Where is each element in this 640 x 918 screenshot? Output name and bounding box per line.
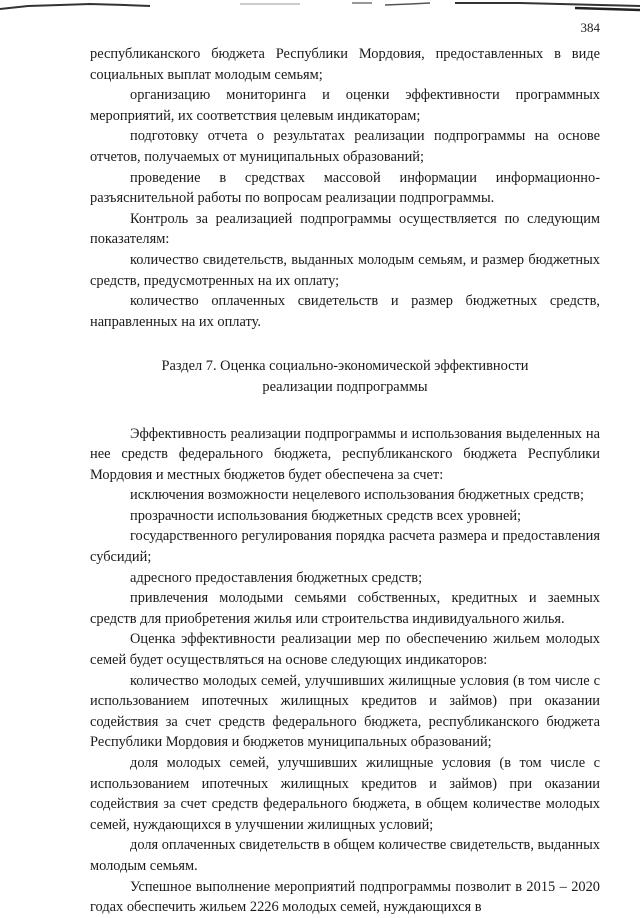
paragraph: Оценка эффективности реализации мер по обеспечению жильем молодых семей будет осуществляться на основе следующих индикаторов: xyxy=(90,631,600,669)
paragraph: привлечения молодыми семьями собственных, кредитных и заемных средств для приобретения жилья или строительства индивидуального жилья. xyxy=(90,590,600,627)
paragraph: государственного регулирования порядка расчета размера и предоставления субсидий; xyxy=(90,528,600,566)
paragraph: Контроль за реализацией подпрограммы осуществляется по следующим показателям: xyxy=(90,210,600,248)
scan-edge-artifact xyxy=(0,0,640,14)
paragraph: исключения возможности нецелевого использования бюджетных средств; xyxy=(130,487,584,504)
paragraph: организацию мониторинга и оценки эффективности программных мероприятий, их соответствия целевым индикаторам; xyxy=(90,87,600,124)
paragraph: доля молодых семей, улучшивших жилищные условия (в том числе с использованием ипотечных жилищных кредитов и займов) при оказании содействия за счет средств федерального бюджета, в общем количестве молодых семей, нуждающихся в улучшении жилищных условий; xyxy=(90,755,600,833)
document-body xyxy=(90,44,600,918)
paragraph: прозрачности использования бюджетных средств всех уровней; xyxy=(130,507,522,524)
paragraph: проведение в средствах массовой информации информационно-разъяснительной работы по вопросам реализации подпрограммы. xyxy=(90,169,600,207)
paragraph: Эффективность реализации подпрограммы и использования выделенных на нее средств федерального бюджета, республиканского бюджета Республики Мордовия и местных бюджетов будет обеспечена за счет: xyxy=(90,425,600,483)
paragraph: подготовку отчета о результатах реализации подпрограммы на основе отчетов, получаемых от муниципальных образований; xyxy=(90,128,600,165)
page-number: 384 xyxy=(580,20,600,35)
paragraph: количество оплаченных свидетельств и размер бюджетных средств, направленных на их оплату. xyxy=(90,293,600,330)
section-heading-line: Раздел 7. Оценка социально-экономической эффективности xyxy=(161,358,529,375)
paragraph: адресного предоставления бюджетных средств; xyxy=(130,569,423,586)
paragraph: количество молодых семей, улучшивших жилищные условия (в том числе с использованием ипотечных жилищных кредитов и займов) при оказании содействия за счет средств федерального бюджета, республиканского бюджета Республики Мордовия и бюджетов муниципальных образований; xyxy=(90,672,600,751)
paragraph: доля оплаченных свидетельств в общем количестве свидетельств, выданных молодым семьям. xyxy=(90,837,600,874)
section-heading xyxy=(90,356,600,397)
section-heading-line: реализации подпрограммы xyxy=(262,378,428,395)
paragraph: республиканского бюджета Республики Мордовия, предоставленных в виде социальных выплат молодым семьям; xyxy=(90,46,600,83)
paragraph: Успешное выполнение мероприятий подпрограммы позволит в 2015 – 2020 годах обеспечить жильем 2226 молодых семей, нуждающихся в xyxy=(90,878,600,916)
paragraph: количество свидетельств, выданных молодым семьям, и размер бюджетных средств, предусмотренных на их оплату; xyxy=(90,251,600,289)
